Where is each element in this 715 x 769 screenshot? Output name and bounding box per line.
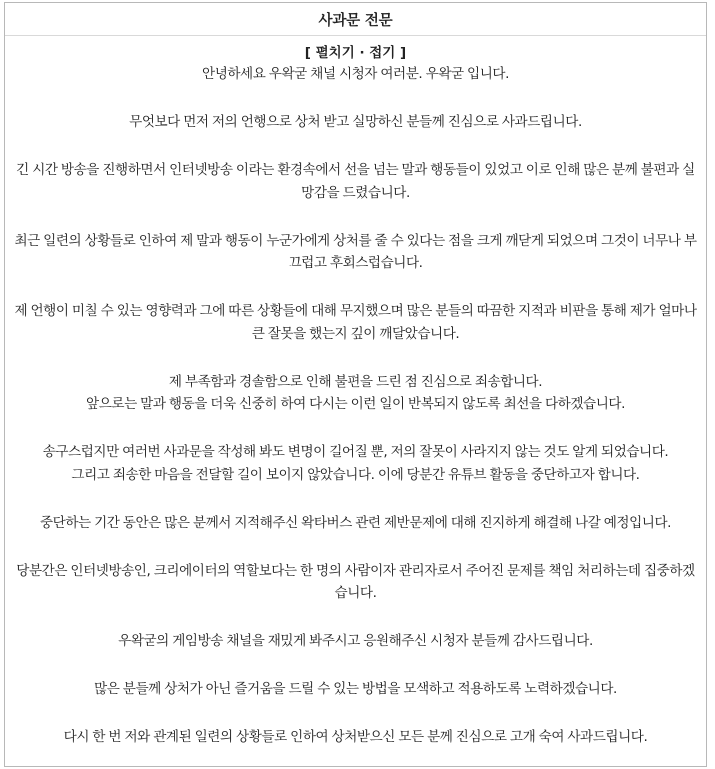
paragraph-line: 최근 일련의 상황들로 인하여 제 말과 행동이 누군가에게 상처를 줄 수 있다는 점을 크게 깨닫게 되었으며 그것이 너무나 부끄럽고 후회스럽습니다. (14, 232, 697, 271)
paragraph (13, 630, 698, 653)
paragraph-line: 그리고 죄송한 마음을 전달할 길이 보이지 않았습니다. 이에 당분간 유튜브 활동을 중단하고자 합니다. (71, 466, 640, 483)
paragraph-line: 긴 시간 방송을 진행하면서 인터넷방송 이라는 환경속에서 선을 넘는 말과 행동들이 있었고 이로 인해 많은 분께 불편과 실망감을 드렸습니다. (16, 162, 695, 201)
paragraph-line: 안녕하세요 우왁굳 채널 시청자 여러분. 우왁굳 입니다. (202, 66, 509, 82)
paragraph (13, 441, 698, 486)
paragraph (13, 512, 698, 535)
paragraph (13, 678, 698, 701)
apology-document (4, 2, 707, 767)
paragraph-line: 다시 한 번 저와 관계된 일련의 상황들로 인하여 상처받으신 모든 분께 진심으로 고개 숙여 사과드립니다. (63, 729, 648, 745)
paragraph-line: 당분간은 인터넷방송인, 크리에이터의 역할보다는 한 명의 사람이자 관리자로서 주어진 문제를 책임 처리하는데 집중하겠습니다. (16, 562, 695, 601)
document-body (5, 36, 706, 749)
paragraph (13, 371, 698, 416)
paragraph-line: 앞으로는 말과 행동을 더욱 신중히 하여 다시는 이런 일이 반복되지 않도록 최선을 다하겠습니다. (86, 396, 625, 412)
paragraph-line: 많은 분들께 상처가 아닌 즐거움을 드릴 수 있는 방법을 모색하고 적용하도록 노력하겠습니다. (94, 681, 617, 697)
paragraph-line: 제 언행이 미칠 수 있는 영향력과 그에 따른 상황들에 대해 무지했으며 많은 분들의 따끔한 지적과 비판을 통해 제가 얼마나 큰 잘못을 했는지 깊이 깨달았습니다. (14, 303, 697, 342)
paragraph-line: 제 부족함과 경솔함으로 인해 불편을 드린 점 진심으로 죄송합니다. (168, 373, 543, 390)
paragraph-line: 우왁굳의 게임방송 채널을 재밌게 봐주시고 응원해주신 시청자 분들께 감사드립니다. (118, 633, 593, 649)
paragraph (13, 63, 698, 86)
paragraph-line: 중단하는 기간 동안은 많은 분께서 지적해주신 왁타버스 관련 제반문제에 대해 진지하게 해결해 나갈 예정입니다. (39, 514, 672, 531)
paragraph-line: 무엇보다 먼저 저의 언행으로 상처 받고 실망하신 분들께 진심으로 사과드립니다. (129, 114, 582, 130)
document-title: 사과문 전문 (318, 12, 393, 29)
paragraph (13, 230, 698, 275)
paragraph (13, 159, 698, 204)
paragraph (13, 726, 698, 749)
paragraph (13, 111, 698, 134)
title-bar (5, 3, 706, 36)
paragraph (13, 560, 698, 605)
paragraph (13, 300, 698, 345)
expand-collapse-toggle[interactable]: [ 펼치기 · 접기 ] (304, 45, 407, 61)
paragraph-line: 송구스럽지만 여러번 사과문을 작성해 봐도 변명이 길어질 뿐, 저의 잘못이 사라지지 않는 것도 알게 되었습니다. (42, 444, 669, 460)
